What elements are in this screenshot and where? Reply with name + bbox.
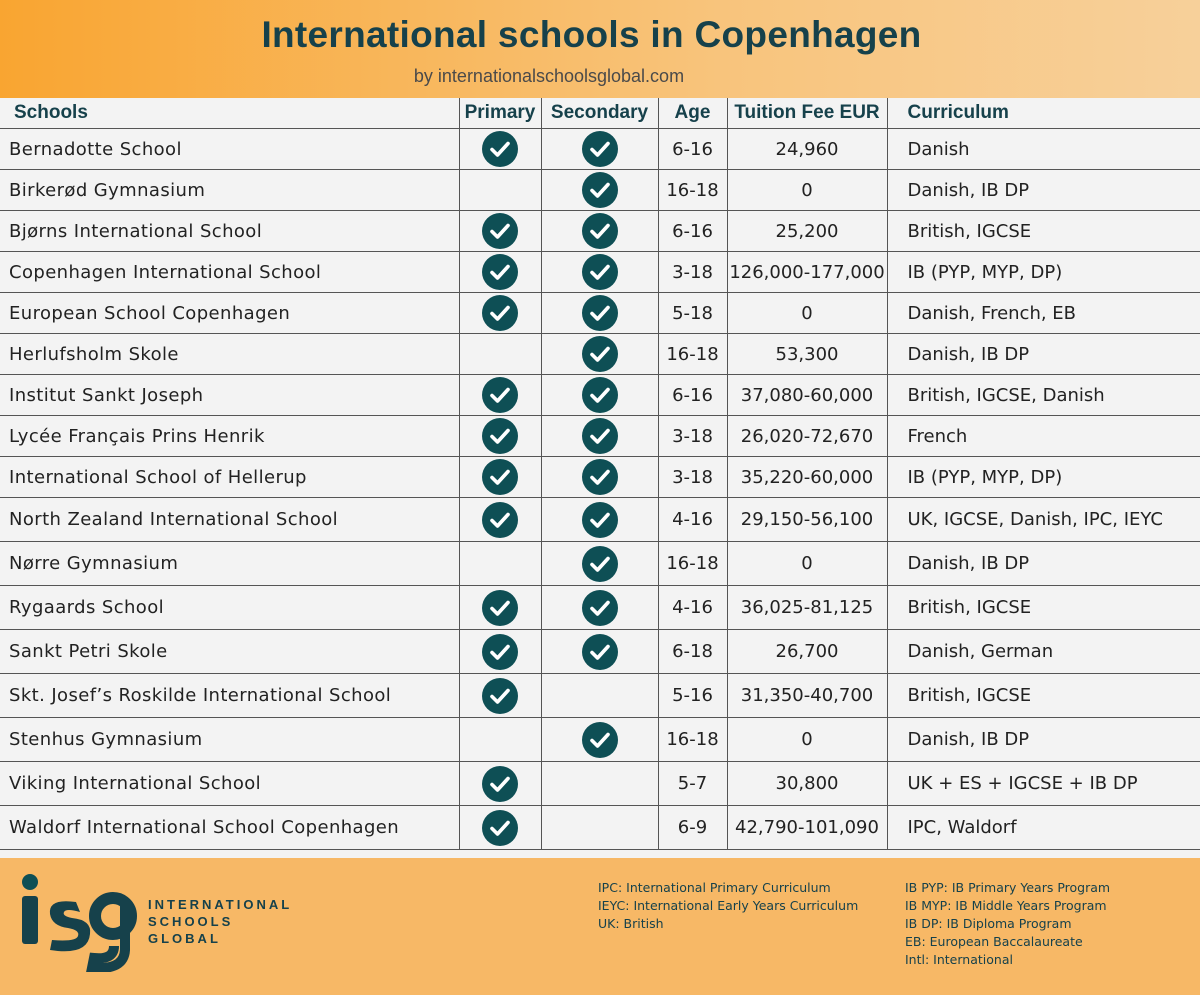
school-name: Skt. Josef’s Roskilde International School <box>0 674 459 718</box>
logo-wordmark: INTERNATIONAL SCHOOLS GLOBAL <box>148 897 293 946</box>
school-name: Institut Sankt Joseph <box>0 375 459 416</box>
age-cell: 3-18 <box>658 457 727 498</box>
secondary-cell <box>541 252 658 293</box>
table-row <box>0 542 1200 586</box>
tuition-cell: 31,350-40,700 <box>727 674 887 718</box>
table-row <box>0 586 1200 630</box>
primary-cell <box>459 129 541 170</box>
table-row <box>0 718 1200 762</box>
school-name: North Zealand International School <box>0 498 459 542</box>
legend-item: EB: European Baccalaureate <box>905 934 1083 949</box>
table-row <box>0 674 1200 718</box>
secondary-cell <box>541 630 658 674</box>
age-cell: 4-16 <box>658 586 727 630</box>
primary-cell <box>459 586 541 630</box>
curriculum-cell: Danish, French, EB <box>887 293 1200 334</box>
legend-item: IB PYP: IB Primary Years Program <box>905 880 1111 895</box>
tuition-cell: 0 <box>727 293 887 334</box>
check-icon <box>482 254 518 290</box>
primary-cell <box>459 211 541 252</box>
legend-item: UK: British <box>598 916 664 931</box>
curriculum-cell: UK + ES + IGCSE + IB DP <box>887 762 1200 806</box>
table-row <box>0 129 1200 170</box>
age-cell: 5-7 <box>658 762 727 806</box>
secondary-cell <box>541 416 658 457</box>
school-name: International School of Hellerup <box>0 457 459 498</box>
school-name: Bjørns International School <box>0 211 459 252</box>
check-icon <box>482 634 518 670</box>
age-cell: 5-18 <box>658 293 727 334</box>
curriculum-cell: British, IGCSE <box>887 674 1200 718</box>
age-cell: 16-18 <box>658 334 727 375</box>
table-row <box>0 457 1200 498</box>
school-name: Viking International School <box>0 762 459 806</box>
school-name: Sankt Petri Skole <box>0 630 459 674</box>
secondary-cell <box>541 457 658 498</box>
check-icon <box>482 213 518 249</box>
primary-cell <box>459 416 541 457</box>
tuition-cell: 26,700 <box>727 630 887 674</box>
tuition-cell: 25,200 <box>727 211 887 252</box>
curriculum-cell: Danish, IB DP <box>887 542 1200 586</box>
tuition-cell: 37,080-60,000 <box>727 375 887 416</box>
age-cell: 4-16 <box>658 498 727 542</box>
check-icon <box>482 502 518 538</box>
age-cell: 16-18 <box>658 718 727 762</box>
schools-table-container <box>0 98 1200 858</box>
secondary-cell <box>541 293 658 334</box>
primary-cell <box>459 806 541 850</box>
check-icon <box>482 295 518 331</box>
legend-item: IEYC: International Early Years Curriculum <box>598 898 859 913</box>
table-row <box>0 211 1200 252</box>
primary-cell <box>459 457 541 498</box>
curriculum-cell: UK, IGCSE, Danish, IPC, IEYC <box>887 498 1200 542</box>
legend-item: Intl: International <box>905 952 1013 967</box>
check-icon <box>482 810 518 846</box>
table-row <box>0 806 1200 850</box>
school-name: Nørre Gymnasium <box>0 542 459 586</box>
age-cell: 3-18 <box>658 252 727 293</box>
table-row <box>0 762 1200 806</box>
check-icon <box>582 634 618 670</box>
secondary-cell <box>541 806 658 850</box>
check-icon <box>582 502 618 538</box>
tuition-cell: 0 <box>727 718 887 762</box>
curriculum-cell: IB (PYP, MYP, DP) <box>887 252 1200 293</box>
check-icon <box>582 377 618 413</box>
check-icon <box>482 418 518 454</box>
primary-cell <box>459 674 541 718</box>
age-cell: 6-18 <box>658 630 727 674</box>
secondary-cell <box>541 586 658 630</box>
primary-cell <box>459 542 541 586</box>
table-row <box>0 498 1200 542</box>
primary-cell <box>459 498 541 542</box>
secondary-cell <box>541 129 658 170</box>
column-header-primary: Primary <box>459 98 541 129</box>
check-icon <box>582 172 618 208</box>
age-cell: 6-16 <box>658 375 727 416</box>
curriculum-cell: IPC, Waldorf <box>887 806 1200 850</box>
primary-cell <box>459 718 541 762</box>
table-header-row <box>0 98 1200 129</box>
column-header-schools: Schools <box>0 98 459 129</box>
primary-cell <box>459 293 541 334</box>
curriculum-cell: British, IGCSE, Danish <box>887 375 1200 416</box>
schools-table <box>0 98 1200 850</box>
legend-left <box>598 879 858 933</box>
tuition-cell: 26,020-72,670 <box>727 416 887 457</box>
byline: by internationalschoolsglobal.com <box>413 66 685 86</box>
secondary-cell <box>541 498 658 542</box>
age-cell: 5-16 <box>658 674 727 718</box>
school-name: Stenhus Gymnasium <box>0 718 459 762</box>
school-name: Waldorf International School Copenhagen <box>0 806 459 850</box>
age-cell: 6-9 <box>658 806 727 850</box>
primary-cell <box>459 375 541 416</box>
check-icon <box>482 131 518 167</box>
curriculum-cell: Danish, IB DP <box>887 718 1200 762</box>
curriculum-cell: Danish, IB DP <box>887 170 1200 211</box>
check-icon <box>582 336 618 372</box>
curriculum-cell: French <box>887 416 1200 457</box>
tuition-cell: 53,300 <box>727 334 887 375</box>
school-name: Herlufsholm Skole <box>0 334 459 375</box>
secondary-cell <box>541 334 658 375</box>
age-cell: 6-16 <box>658 211 727 252</box>
table-row <box>0 334 1200 375</box>
secondary-cell <box>541 542 658 586</box>
column-header-tuition: Tuition Fee EUR <box>727 98 887 129</box>
isg-logo-mark <box>18 872 138 972</box>
table-row <box>0 375 1200 416</box>
footer <box>0 858 1200 995</box>
tuition-cell: 0 <box>727 170 887 211</box>
isg-logo <box>18 872 138 976</box>
tuition-cell: 35,220-60,000 <box>727 457 887 498</box>
secondary-cell <box>541 170 658 211</box>
tuition-cell: 42,790-101,090 <box>727 806 887 850</box>
check-icon <box>582 131 618 167</box>
school-name: Bernadotte School <box>0 129 459 170</box>
tuition-cell: 0 <box>727 542 887 586</box>
school-name: Copenhagen International School <box>0 252 459 293</box>
check-icon <box>582 590 618 626</box>
check-icon <box>582 254 618 290</box>
check-icon <box>582 722 618 758</box>
curriculum-cell: Danish <box>887 129 1200 170</box>
school-name: European School Copenhagen <box>0 293 459 334</box>
school-name: Lycée Français Prins Henrik <box>0 416 459 457</box>
age-cell: 16-18 <box>658 170 727 211</box>
check-icon <box>582 546 618 582</box>
primary-cell <box>459 334 541 375</box>
age-cell: 16-18 <box>658 542 727 586</box>
curriculum-cell: British, IGCSE <box>887 586 1200 630</box>
age-cell: 6-16 <box>658 129 727 170</box>
table-row <box>0 416 1200 457</box>
page-title: International schools in Copenhagen <box>261 14 922 55</box>
table-row <box>0 170 1200 211</box>
secondary-cell <box>541 674 658 718</box>
primary-cell <box>459 170 541 211</box>
curriculum-cell: IB (PYP, MYP, DP) <box>887 457 1200 498</box>
check-icon <box>482 377 518 413</box>
table-row <box>0 293 1200 334</box>
school-name: Birkerød Gymnasium <box>0 170 459 211</box>
tuition-cell: 30,800 <box>727 762 887 806</box>
legend-item: IPC: International Primary Curriculum <box>598 880 831 895</box>
secondary-cell <box>541 762 658 806</box>
legend-right <box>905 879 1110 969</box>
secondary-cell <box>541 718 658 762</box>
legend-item: IB MYP: IB Middle Years Program <box>905 898 1107 913</box>
legend-item: IB DP: IB Diploma Program <box>905 916 1072 931</box>
column-header-secondary: Secondary <box>541 98 658 129</box>
tuition-cell: 24,960 <box>727 129 887 170</box>
check-icon <box>482 766 518 802</box>
check-icon <box>482 590 518 626</box>
table-row <box>0 630 1200 674</box>
check-icon <box>582 213 618 249</box>
secondary-cell <box>541 375 658 416</box>
curriculum-cell: Danish, IB DP <box>887 334 1200 375</box>
curriculum-cell: Danish, German <box>887 630 1200 674</box>
primary-cell <box>459 762 541 806</box>
age-cell: 3-18 <box>658 416 727 457</box>
primary-cell <box>459 252 541 293</box>
tuition-cell: 36,025-81,125 <box>727 586 887 630</box>
check-icon <box>482 678 518 714</box>
secondary-cell <box>541 211 658 252</box>
tuition-cell: 29,150-56,100 <box>727 498 887 542</box>
check-icon <box>582 459 618 495</box>
school-name: Rygaards School <box>0 586 459 630</box>
check-icon <box>582 295 618 331</box>
primary-cell <box>459 630 541 674</box>
column-header-age: Age <box>658 98 727 129</box>
header-banner <box>0 0 1200 98</box>
check-icon <box>482 459 518 495</box>
tuition-cell: 126,000-177,000 <box>727 252 887 293</box>
column-header-curriculum: Curriculum <box>887 98 1200 129</box>
curriculum-cell: British, IGCSE <box>887 211 1200 252</box>
check-icon <box>582 418 618 454</box>
table-row <box>0 252 1200 293</box>
table-body <box>0 129 1200 850</box>
